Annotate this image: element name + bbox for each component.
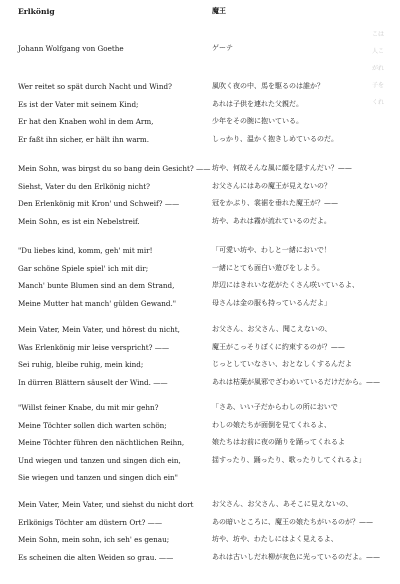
verse-line-german: Mein Sohn, es ist ein Nebelstreif. xyxy=(18,216,140,226)
verse-line-japanese: 「可愛い坊や、わしと一緒においで！ xyxy=(212,246,331,254)
bleed-fragment: 子を xyxy=(372,82,385,89)
verse-line-japanese: 坊や、坊や、わたしにはよく見えるよ、 xyxy=(212,535,338,543)
verse-line-japanese: わしの娘たちが面倒を見てくれるよ、 xyxy=(212,420,331,429)
verse-line-german: Mein Vater, Mein Vater, und hörest du nicht, xyxy=(18,325,180,334)
verse-line-japanese: 坊や、何故そんな風に顔を隠すんだい？—— xyxy=(212,164,352,172)
verse-line-german: Meine Töchter sollen dich warten schön; xyxy=(18,420,167,430)
verse-line-japanese: お父さん、お父さん、あそこに見えないの、 xyxy=(212,500,353,508)
verse-line-japanese: あれは子供を連れた父親だ。 xyxy=(212,99,303,108)
verse-line-japanese: 娘たちはお前に夜の踊りを踊ってくれるよ xyxy=(212,438,345,446)
verse-line-german: Den Erlenkönig mit Kron' und Schweif? —— xyxy=(18,199,180,208)
verse-line-german: "Du liebes kind, komm, geh' mit mir! xyxy=(18,246,153,255)
verse-line-german: Meine Töchter führen den nächtlichen Reihn, xyxy=(18,438,185,447)
verse-line-japanese: 母さんは金の服も持っているんだよ」 xyxy=(212,298,331,307)
bleed-fragment: こは xyxy=(372,31,385,38)
verse-line-japanese: 「さあ、いい子だからわしの所においで xyxy=(212,403,338,411)
verse-line-japanese: しっかり、温かく抱きしめているのだ。 xyxy=(212,134,338,143)
verse-line-german: Erlkönigs Töchter am düstern Ort? —— xyxy=(18,517,163,527)
bleed-through-text xyxy=(372,30,400,107)
verse-line-german: Er hat den Knaben wohl in dem Arm, xyxy=(18,117,154,126)
verse-line-german: Es scheinen die alten Weiden so grau. —— xyxy=(18,552,174,562)
verse-line-german: Siehst, Vater du den Erlkönig nicht? xyxy=(18,181,151,191)
verse-line-german: Gar schöne Spiele spiel' ich mit dir; xyxy=(18,263,149,273)
verse-line-japanese: 少年をその腕に抱いている。 xyxy=(212,117,303,125)
verse-line-german: Mein Sohn, was birgst du so bang dein Gesicht? —— xyxy=(18,164,211,173)
verse-line-german: Manch' bunte Blumen sind an dem Strand, xyxy=(18,281,175,290)
verse-line-japanese: 冠をかぶり、裳裾を垂れた魔王が？—— xyxy=(212,199,338,207)
author-japanese: ゲーテ xyxy=(212,44,233,52)
verse-line-german: Er faßt ihn sicher, er hält ihn warm. xyxy=(18,134,150,144)
verse-line-german: In dürren Blättern säuselt der Wind. —— xyxy=(18,377,168,387)
verse-line-german: Mein Sohn, mein sohn, ich seh' es genau; xyxy=(18,535,170,544)
verse-line-german: Was Erlenkönig mir leise verspricht? —— xyxy=(18,342,170,352)
verse-line-german: Mein Vater, Mein Vater, und siehst du nicht dort xyxy=(18,500,194,509)
verse-line-german: Es ist der Vater mit seinem Kind; xyxy=(18,99,139,109)
author-german: Johann Wolfgang von Goethe xyxy=(18,44,124,53)
bleed-fragment: がれ xyxy=(372,65,385,72)
bleed-fragment: くれ xyxy=(372,99,385,106)
verse-line-japanese: 一緒にとても面白い遊びをしよう。 xyxy=(212,263,324,272)
verse-line-japanese: 風吹く夜の中、馬を駆るのは誰か？ xyxy=(212,82,324,90)
title-japanese: 魔王 xyxy=(212,7,226,15)
bleed-fragment: 人こ xyxy=(372,48,385,55)
verse-line-japanese: あれは枯葉が風邪でざわめいているだけだから。—— xyxy=(212,377,380,386)
verse-line-japanese: 坊や、あれは霧が流れているのだよ。 xyxy=(212,216,331,225)
verse-line-german: Und wiegen und tanzen und singen dich ein, xyxy=(18,455,181,465)
verse-line-japanese: じっとしていなさい、おとなしくするんだよ xyxy=(212,360,352,368)
verse-line-japanese: 揺すったり、踊ったり、歌ったりしてくれるよ」 xyxy=(212,455,366,464)
verse-line-japanese: お父さんにはあの魔王が見えないの？ xyxy=(212,181,331,190)
verse-line-german: Wer reitet so spät durch Nacht und Wind? xyxy=(18,82,172,91)
verse-line-japanese: 岸辺にはきれいな花がたくさん咲いているよ、 xyxy=(212,281,359,289)
verse-line-japanese: あの暗いところに、魔王の娘たちがいるのが？—— xyxy=(212,517,373,526)
verse-line-german: Sie wiegen und tanzen und singen dich ein" xyxy=(18,473,178,482)
verse-line-german: "Willst feiner Knabe, du mit mir gehn? xyxy=(18,403,159,412)
verse-line-japanese: お父さん、お父さん、聞こえないの、 xyxy=(212,325,332,333)
verse-line-german: Sei ruhig, bleibe ruhig, mein kind; xyxy=(18,360,144,369)
verse-line-japanese: 魔王がこっそりぼくに約束するのが？—— xyxy=(212,342,345,351)
title-german: Erlkönig xyxy=(18,7,55,16)
verse-line-german: Meine Mutter hat manch' gülden Gewand." xyxy=(18,298,177,308)
verse-line-japanese: あれは古いしだれ柳が灰色に光っているのだよ。—— xyxy=(212,552,380,561)
